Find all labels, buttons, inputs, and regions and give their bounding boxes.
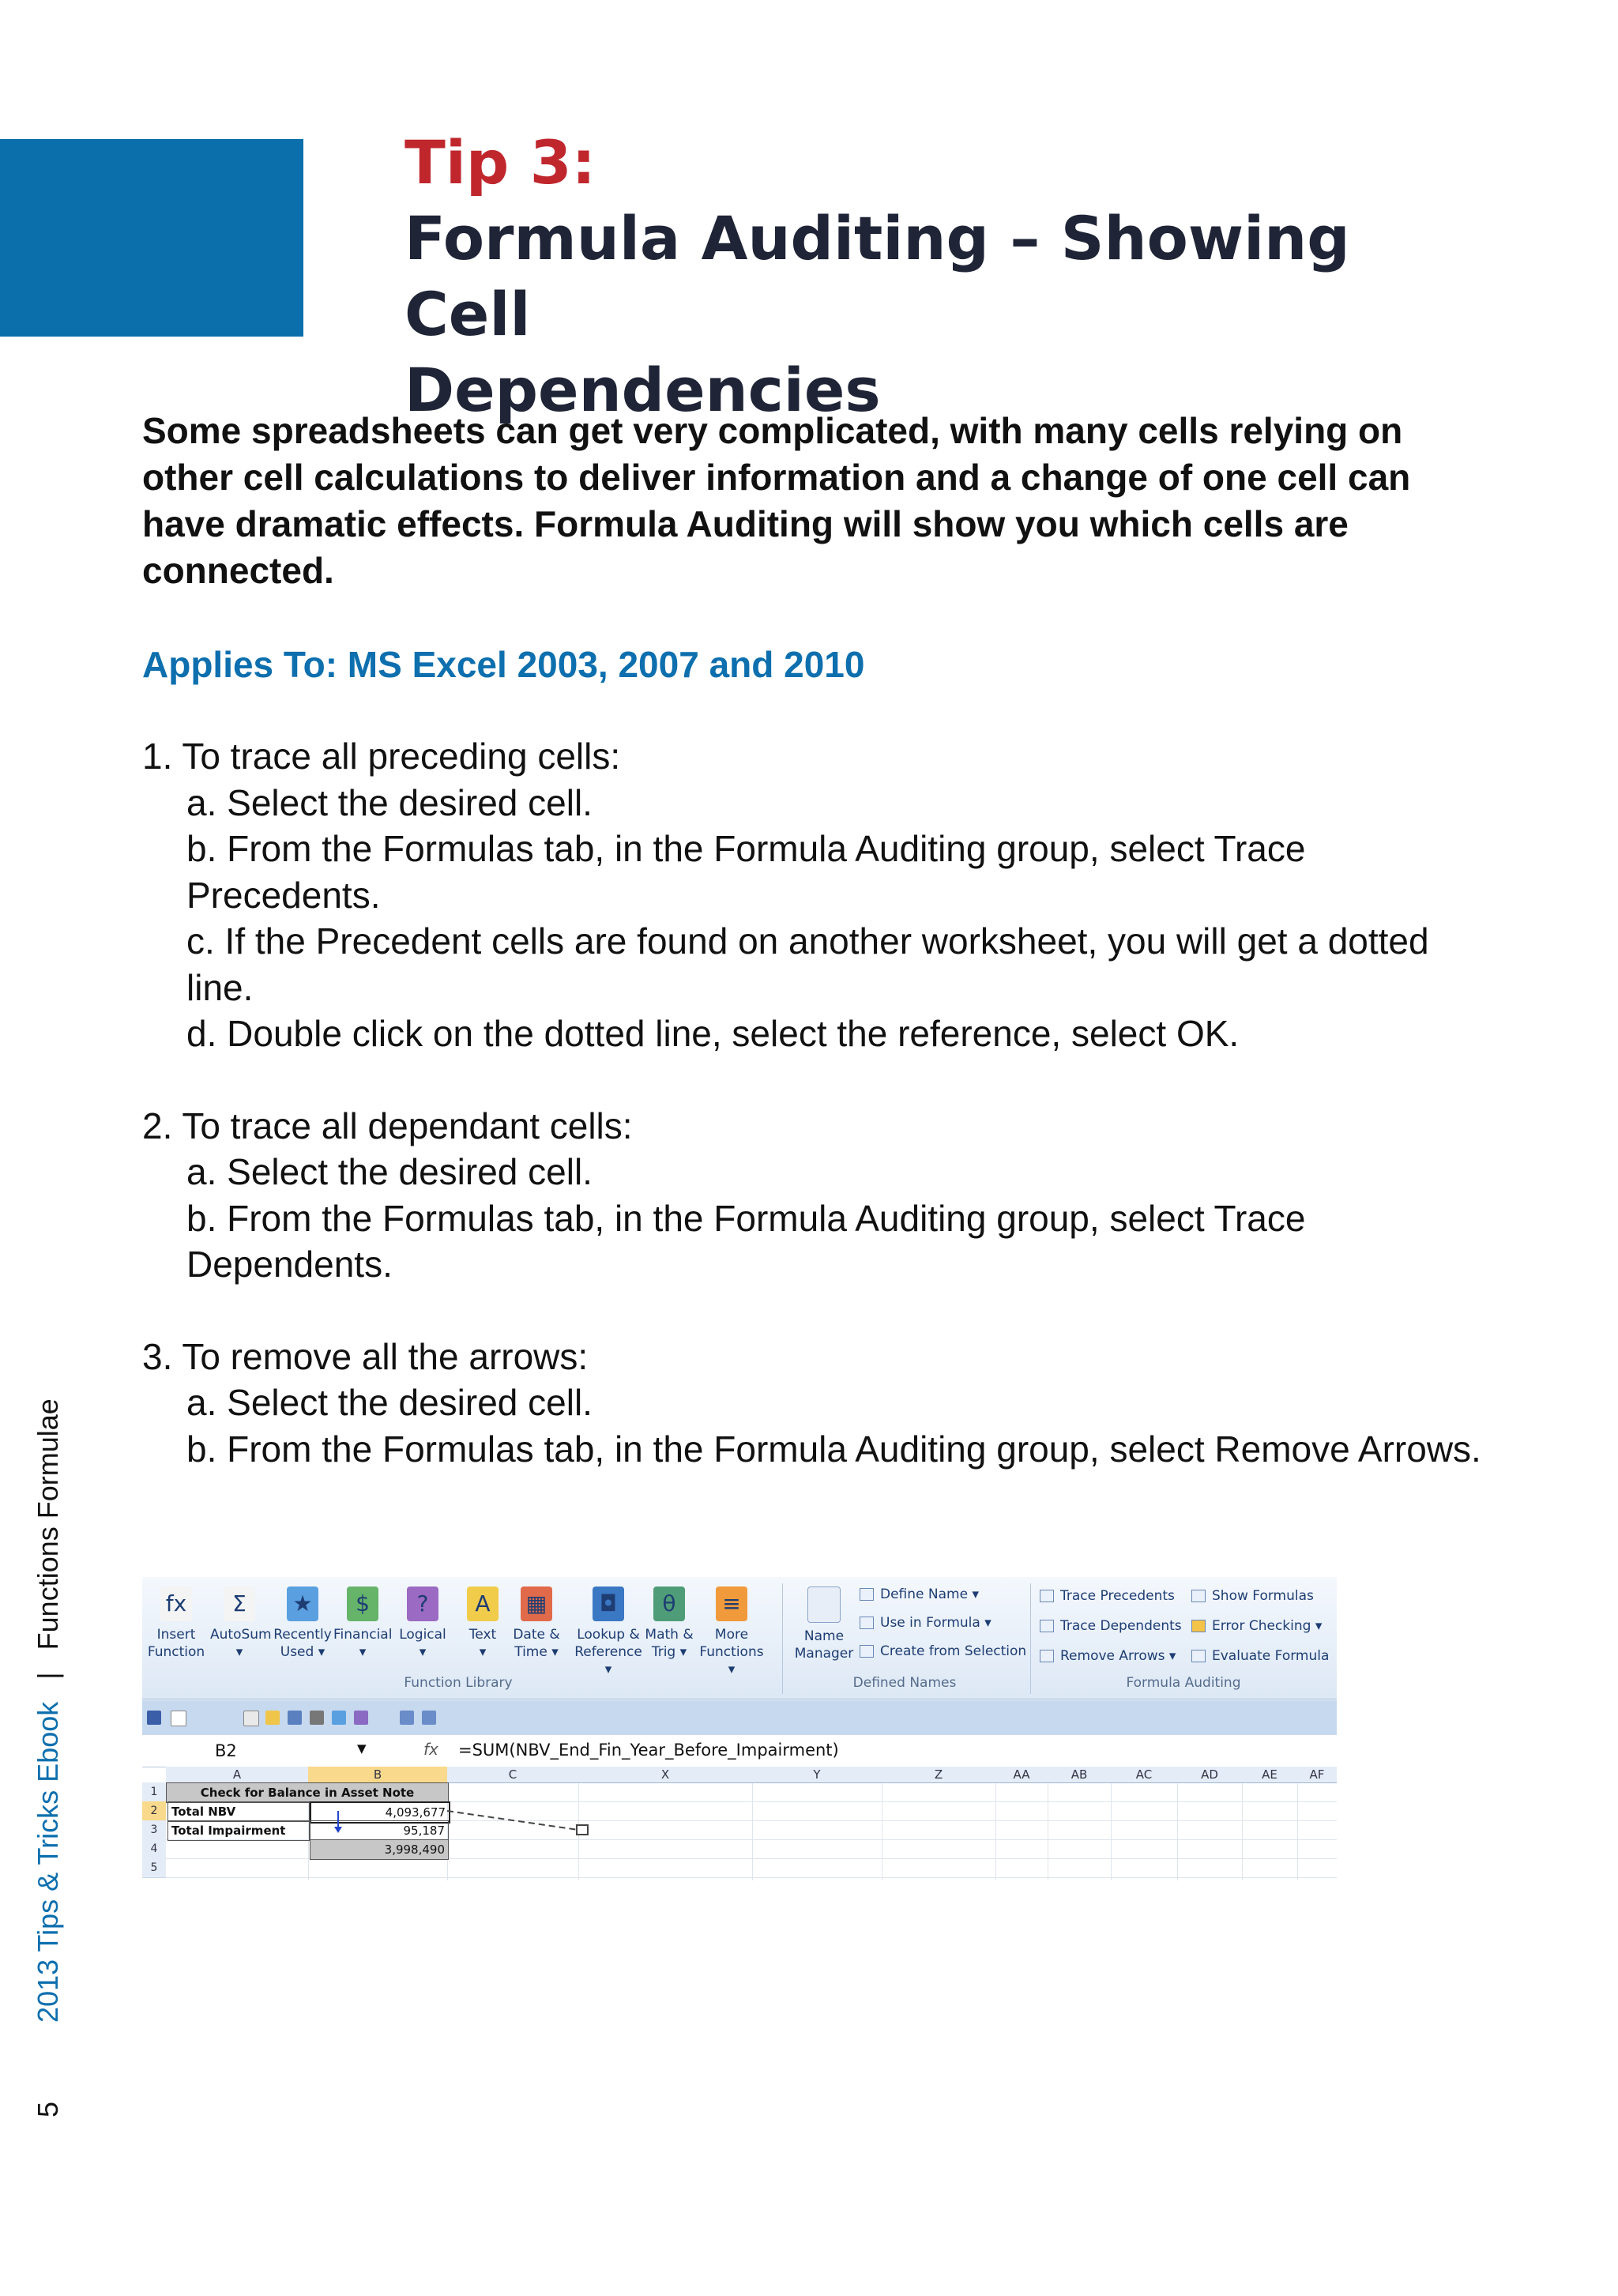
book-blue-icon: ★ [287,1586,318,1621]
save-as-icon[interactable] [288,1711,302,1725]
ribbon-button[interactable] [147,1586,205,1661]
steps-list [142,733,1485,1518]
book-green-icon: $ [347,1586,378,1621]
page-title [404,125,1432,428]
step-item: b. From the Formulas tab, in the Formula Auditing group, select Trace Precedents. [186,828,1306,916]
evaluate-formula-icon [1191,1650,1206,1662]
ribbon-button-label: Text [468,1627,497,1643]
remove-arrows-icon [1040,1650,1054,1662]
page-number: 5 [32,2101,64,2117]
ribbon-button-label: Date & [513,1627,560,1643]
ribbon-button[interactable] [507,1586,566,1661]
row-header[interactable]: 3 [142,1820,166,1840]
chevron-down-icon[interactable]: ▼ [357,1741,367,1756]
fx-icon: fx [160,1586,192,1621]
applies-to: Applies To: MS Excel 2003, 2007 and 2010 [142,644,865,685]
name-manager-label: Name [803,1628,845,1644]
row-header[interactable]: 2 [142,1801,166,1821]
ribbon-button[interactable] [453,1586,512,1661]
cell-b2[interactable]: 4,093,677 [310,1801,450,1824]
tip-label: Tip 3: [404,127,596,198]
step-item: c. If the Precedent cells are found on another worksheet, you will get a dotted line. [186,920,1429,1008]
group-label-defined-names: Defined Names [852,1675,957,1691]
sort-ascending-icon[interactable] [400,1711,414,1725]
ribbon-button[interactable] [640,1586,698,1661]
open-icon[interactable] [265,1711,280,1725]
vertical-sidebar [32,1398,65,2117]
ribbon-button[interactable] [574,1586,643,1678]
column-header[interactable]: B [308,1767,448,1783]
column-header[interactable]: A [166,1767,309,1783]
cell-b3[interactable]: 95,187 [310,1820,449,1841]
ribbon-button[interactable] [210,1586,272,1661]
ribbon-button-label: AutoSum [210,1627,272,1643]
fx-small-icon [860,1617,874,1629]
book-navy-icon: ◘ [593,1586,624,1621]
new-icon[interactable] [171,1711,186,1726]
ribbon-button-label: Recently [273,1627,332,1643]
column-header[interactable]: C [447,1767,579,1783]
dotted-line[interactable] [447,1811,578,1830]
fx-icon[interactable]: fx [423,1740,438,1759]
trace-precedents-icon [1040,1590,1054,1602]
ribbon-button-label: ▾ [419,1644,427,1660]
arrowhead-icon [334,1827,342,1833]
tag-icon [860,1588,874,1601]
show-formulas-button[interactable]: Show Formulas [1191,1588,1314,1604]
name-manager-icon [807,1586,841,1623]
ribbon-button-label: Functions ▾ [699,1644,764,1677]
sidebar-separator: | [32,1672,64,1680]
book-teal-icon: θ [653,1586,685,1621]
ribbon-button-label: ▾ [359,1644,367,1660]
book-orange-icon: ≡ [716,1586,747,1621]
column-header[interactable]: AD [1177,1767,1243,1783]
row-header[interactable]: 5 [142,1858,166,1878]
ribbon-button-label: Logical [399,1627,446,1643]
column-header[interactable]: Z [882,1767,996,1783]
worksheet-icon[interactable] [577,1825,588,1835]
book-red-icon: ▦ [521,1586,552,1621]
step-heading: 3. To remove all the arrows: [142,1335,589,1377]
ribbon-button-label: Reference ▾ [574,1644,642,1677]
spelling-icon[interactable] [354,1711,368,1725]
group-label-function-library: Function Library [404,1675,513,1691]
trace-precedents-button[interactable]: Trace Precedents [1040,1588,1175,1604]
column-header[interactable]: AB [1048,1767,1112,1783]
use-in-formula-button[interactable]: Use in Formula ▾ [860,1615,991,1631]
ribbon-button-label: Function [147,1644,205,1660]
column-header[interactable]: AC [1111,1767,1178,1783]
print-icon[interactable] [310,1711,324,1725]
define-name-button[interactable]: Define Name ▾ [860,1586,979,1602]
ribbon-button-label: Insert [156,1627,196,1643]
cell-a3[interactable]: Total Impairment [167,1820,310,1841]
ribbon-button[interactable] [333,1586,392,1661]
step-item: d. Double click on the dotted line, select the reference, select OK. [186,1013,1240,1054]
cell-b4[interactable]: 3,998,490 [310,1839,449,1860]
formulas-ribbon [142,1577,1337,1699]
create-from-selection-button[interactable]: Create from Selection [860,1643,1026,1659]
remove-arrows-button[interactable]: Remove Arrows ▾ [1040,1648,1176,1664]
ribbon-button-label: Used ▾ [280,1644,325,1660]
column-header[interactable]: AA [995,1767,1048,1783]
step-heading: 2. To trace all dependant cells: [142,1105,633,1146]
preview-icon[interactable] [332,1711,346,1725]
step-item: b. From the Formulas tab, in the Formula Auditing group, select Remove Arrows. [186,1428,1481,1470]
column-header[interactable]: AF [1297,1767,1337,1783]
step-item: b. From the Formulas tab, in the Formula Auditing group, select Trace Dependents. [186,1197,1306,1285]
step-3 [142,1334,1485,1473]
ribbon-button-label: More [714,1627,749,1643]
formula-input[interactable]: =SUM(NBV_End_Fin_Year_Before_Impairment) [458,1741,839,1760]
name-box[interactable]: B2 ▼ [215,1741,367,1760]
sort-descending-icon[interactable] [422,1711,436,1725]
show-formulas-icon [1191,1590,1206,1602]
ribbon-button-label: ▾ [479,1644,487,1660]
ribbon-button[interactable] [273,1586,332,1661]
group-label-formula-auditing: Formula Auditing [1126,1675,1241,1691]
step-1 [142,733,1485,1057]
book-purple-icon: ? [407,1586,438,1621]
column-header[interactable]: X [578,1767,753,1783]
ribbon-button-label: Lookup & [577,1627,640,1643]
step-item: a. Select the desired cell. [186,1151,593,1192]
ribbon-button-label: Trig ▾ [651,1644,687,1660]
name-manager-button[interactable] [788,1586,860,1662]
section-name: Functions Formulae [32,1398,64,1650]
ribbon-button-label: Time ▾ [514,1644,559,1660]
grid-icon [860,1645,874,1658]
step-2 [142,1103,1485,1288]
quick-access-toolbar [142,1700,1337,1736]
book-yellow-icon: A [467,1586,499,1621]
intro-paragraph: Some spreadsheets can get very complicated, with many cells relying on other cell calculations to deliver information and a change of one cell can have dramatic effects. Formula Auditing will show you which cells are connected. [142,410,1411,591]
ribbon-button-label: Math & [645,1627,694,1643]
error-checking-button[interactable]: Error Checking ▾ [1191,1618,1322,1634]
trace-dependents-icon [1040,1620,1054,1632]
sigma-icon: Σ [224,1586,255,1621]
cell-a2[interactable]: Total NBV [167,1801,310,1822]
print-preview-icon[interactable] [243,1711,259,1726]
ribbon-button[interactable] [697,1586,766,1678]
step-item: a. Select the desired cell. [186,781,593,823]
ribbon-button[interactable] [393,1586,452,1661]
trace-arrows [142,1767,1337,1880]
row-header[interactable]: 4 [142,1839,166,1859]
accent-block [0,139,303,337]
save-icon[interactable] [147,1711,161,1725]
name-manager-label-2: Manager [794,1646,854,1662]
step-heading: 1. To trace all preceding cells: [142,736,621,777]
worksheet-grid [142,1767,1337,1880]
ribbon-button-label: ▾ [235,1644,243,1660]
trace-dependents-button[interactable]: Trace Dependents [1040,1618,1182,1634]
column-header[interactable]: Y [752,1767,882,1783]
ribbon-button-label: Financial [333,1627,393,1643]
book-title: 2013 Tips & Tricks Ebook [32,1701,64,2023]
error-checking-icon [1191,1620,1206,1632]
step-item: a. Select the desired cell. [186,1382,593,1423]
row-header[interactable]: 1 [142,1782,166,1802]
formula-bar [142,1735,1337,1767]
evaluate-formula-button[interactable]: Evaluate Formula [1191,1648,1329,1664]
cell-a1[interactable]: Check for Balance in Asset Note [166,1782,449,1803]
excel-screenshot [142,1577,1337,1880]
title-line-2: Dependencies [404,355,881,425]
column-header[interactable]: AE [1242,1767,1298,1783]
title-line-1: Formula Auditing – Showing Cell [404,203,1350,349]
